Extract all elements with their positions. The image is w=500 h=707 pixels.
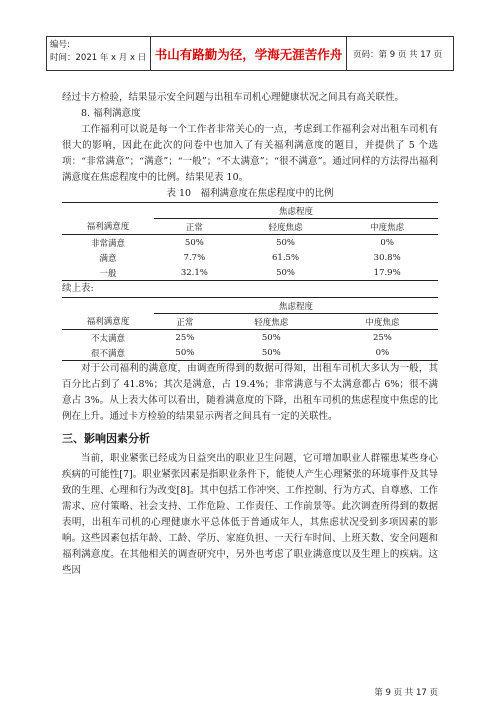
header-motto: 书山有路勤为径，学海无涯苦作舟: [151, 37, 347, 70]
table-cell: 17.9%: [373, 267, 401, 278]
table-group-header: 焦虑程度: [154, 203, 438, 219]
table-cell: 50%: [184, 237, 204, 248]
table-cell: 50%: [175, 347, 195, 358]
table-cell: 7.7%: [183, 252, 206, 263]
table-cell: 0%: [380, 237, 394, 248]
table-cell: 0%: [375, 347, 390, 358]
table-row: [62, 330, 438, 346]
table-row-label: 很不满意: [90, 348, 125, 359]
table-10: [62, 202, 438, 281]
table-row-header: 福利满意度: [86, 222, 130, 233]
table-row-label: 满意: [99, 253, 117, 264]
paragraph-intro: 经过卡方检验，结果显示安全问题与出租车司机心理健康状况之间具有高关联性。: [62, 92, 405, 103]
table-column-header: 中度焦虑: [370, 222, 405, 233]
table-column-header: 正常: [185, 222, 203, 233]
table-cell: 50%: [261, 332, 281, 343]
table-cell: 50%: [276, 237, 295, 248]
table-cell: 25%: [175, 332, 195, 343]
table-column-header: 中度焦虑: [365, 317, 400, 328]
table-cell: 50%: [276, 267, 295, 278]
paragraph-analysis: 对于公司福利的满意度，由调查所得到的数据可得知，出租车司机大多认为一般，其百分比占到了 41.8%；其次是满意，占 19.4%；非常满意与不太满意都占 6%；很不满意占 3%。从上表大体可以看出，随着满意度的下降，出租车司机的焦虑程度中焦虑的比例在上升。通过卡方检验的结果显示两者之间具有一定的关联性。: [62, 363, 438, 422]
table-column-header: 轻度焦虑: [254, 317, 289, 328]
section-3-title: 三、影响因素分析: [62, 432, 150, 445]
table-corner: [62, 298, 154, 314]
header-page-label: 页码：第 9 页 共 17 页: [353, 49, 443, 60]
table-corner: [62, 203, 154, 219]
header-number-label: 编号:: [50, 40, 70, 50]
table-row-label: 一般: [99, 268, 117, 279]
header-time-label: 时间：2021 年 x 月 x 日: [50, 53, 147, 63]
table-row-label: 非常满意: [90, 238, 125, 249]
page-header: [46, 36, 454, 71]
table-row-header: 福利满意度: [86, 317, 130, 328]
paragraph-section-3: 当前，职业紧张已经成为日益突出的职业卫生问题，它可增加职业人群罹患某些身心疾病的可能性[7]。职业紧张因素是指职业条件下，能使人产生心理紧张的环境事件及其导致的生理、心理和行为改变[8]。其中包括工作冲突、工作控制、行为方式、自尊感、工作需求、应付策略、社会支持、工作危险、工作责任、工作前景等。此次调查所得到的数据表明，出租车司机的心理健康水平总体低于普通成年人，其焦虑状况受到多项因素的影响。这些因素包括年龄、工龄、学历、家庭负担、一天行车时间、上班天数、安全问题和福利满意度。在其他相关的调查研究中，另外也考虑了职业满意度以及生理上的疾病。这些因: [62, 453, 438, 576]
table-row: [62, 250, 438, 265]
table-cell: 25%: [372, 332, 392, 343]
paragraph-section-8: 工作福利可以说是每一个工作者非常关心的一点，考虑到工作福利会对出租车司机有很大的影响，因此在此次的问卷中也加入了有关福利满意度的题目，并提供了 5 个选项：“非常满意”；“满意”；“一般”；“不太满意”；“很不满意”。通过同样的方法得出福利满意度在焦虑程度中的比例。结果见表 10。: [62, 124, 438, 183]
continued-label: 续上表:: [62, 283, 94, 294]
table-row-label: 不太满意: [90, 333, 125, 344]
table-caption: 表 10 福利满意度在焦虑程度中的比例: [166, 188, 334, 199]
table-row: [62, 235, 438, 251]
table-cell: 61.5%: [272, 252, 300, 263]
table-column-header: 正常: [176, 317, 194, 328]
table-cell: 50%: [261, 347, 281, 358]
header-meta: [47, 37, 151, 70]
table-row: [62, 265, 438, 281]
section-8-title: 8. 福利满意度: [81, 108, 141, 119]
table-cell: 32.1%: [180, 267, 208, 278]
document-body: [62, 90, 438, 579]
page-footer: 第 9 页 共 17 页: [374, 688, 438, 698]
table-10-continued: [62, 297, 438, 361]
table-group-header: 焦虑程度: [154, 298, 438, 314]
table-cell: 30.8%: [373, 252, 401, 263]
table-column-header: 轻度焦虑: [268, 222, 303, 233]
table-row: [62, 345, 438, 361]
